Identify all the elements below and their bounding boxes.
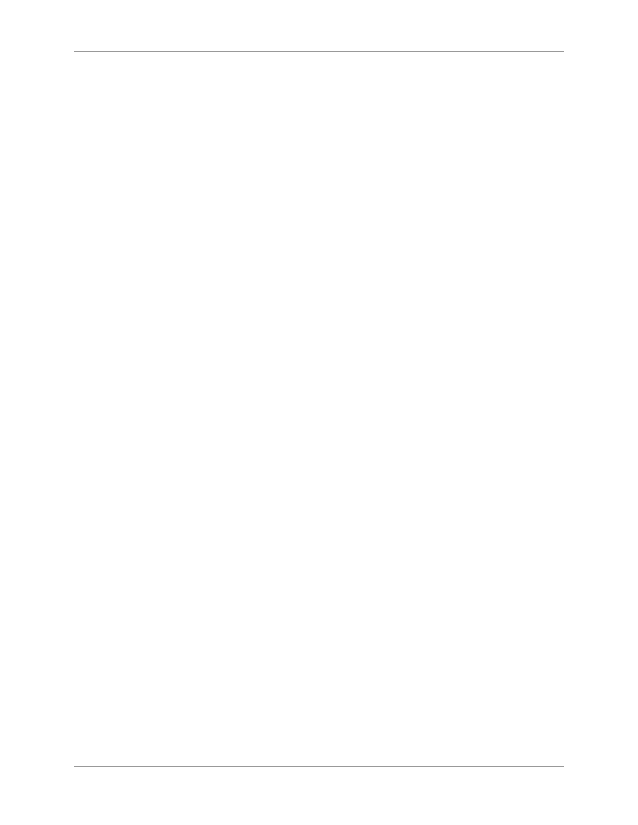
header-divider bbox=[74, 51, 564, 52]
page-content bbox=[74, 64, 564, 82]
footer-divider bbox=[74, 766, 564, 767]
